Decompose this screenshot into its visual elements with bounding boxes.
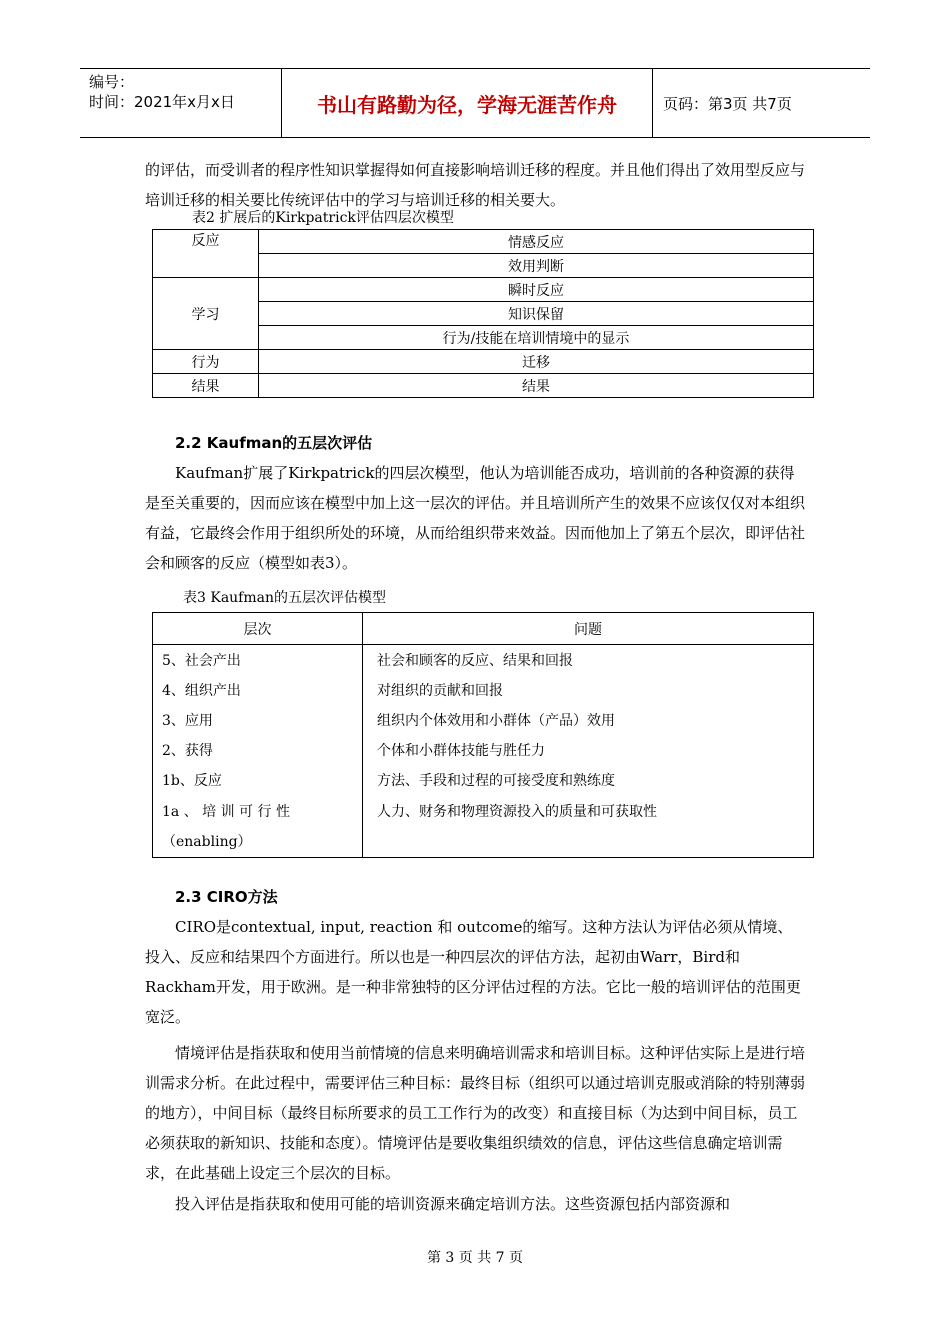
table-row	[153, 705, 814, 735]
kaufman-paragraph: Kaufman扩展了Kirkpatrick的四层次模型，他认为培训能否成功，培训前的各种资源的获得是至关重要的，因而应该在模型中加上这一层次的评估。并且培训所产生的效果不应该仅仅对本组织有益，它最终会作用于组织所处的环境，从而给组织带来效益。因而他加上了第五个层次，即评估社会和顾客的反应（模型如表3）。	[145, 464, 806, 572]
table-row	[153, 374, 814, 398]
header-meta	[80, 69, 282, 137]
header-motto: 书山有路勤为径，学海无涯苦作舟	[282, 69, 653, 137]
table3-question: 组织内个体效用和小群体（产品）效用	[363, 705, 814, 735]
table3-caption: 表3 Kaufman的五层次评估模型	[183, 590, 386, 606]
table-row	[153, 350, 814, 374]
table-header-row	[153, 613, 814, 645]
table3-question: 方法、手段和过程的可接受度和熟练度	[363, 765, 814, 795]
section-heading-ciro: 2.3 CIRO方法	[175, 888, 278, 906]
table3-level: 5、社会产出	[153, 645, 363, 676]
table-row	[153, 765, 814, 795]
table2-item: 知识保留	[259, 302, 814, 326]
table2-item: 迁移	[259, 350, 814, 374]
intro-paragraph: 的评估，而受训者的程序性知识掌握得如何直接影响培训迁移的程度。并且他们得出了效用型反应与培训迁移的相关要比传统评估中的学习与培训迁移的相关要大。	[145, 161, 806, 209]
table2-level: 反应	[153, 230, 259, 278]
table-row	[153, 230, 814, 254]
header-page-label: 页码：第3页 共7页	[663, 94, 792, 113]
ciro-paragraph-3: 投入评估是指获取和使用可能的培训资源来确定培训方法。这些资源包括内部资源和	[175, 1195, 731, 1213]
table-row	[153, 795, 814, 858]
ciro-paragraph-2: 情境评估是指获取和使用当前情境的信息来明确培训需求和培训目标。这种评估实际上是进行培训需求分析。在此过程中，需要评估三种目标：最终目标（组织可以通过培训克服或消除的特别薄弱的地方），中间目标（最终目标所要求的员工工作行为的改变）和直接目标（为达到中间目标，员工必须获取的新知识、技能和态度）。情境评估是要收集组织绩效的信息，评估这些信息确定培训需求，在此基础上设定三个层次的目标。	[145, 1044, 806, 1182]
table3	[152, 612, 814, 858]
table2	[152, 229, 814, 398]
table2-item: 效用判断	[259, 254, 814, 278]
ciro-paragraph-1: CIRO是contextual, input, reaction 和 outcome的缩写。这种方法认为评估必须从情境、投入、反应和结果四个方面进行。所以也是一种四层次的评估方法，起初由Warr，Bird和Rackham开发，用于欧洲。是一种非常独特的区分评估过程的方法。它比一般的培训评估的范围更宽泛。	[145, 918, 801, 1026]
table3-question: 对组织的贡献和回报	[363, 675, 814, 705]
table3-question: 社会和顾客的反应、结果和回报	[363, 645, 814, 676]
table3-level: 4、组织产出	[153, 675, 363, 705]
table2-level: 学习	[153, 278, 259, 350]
table-row	[153, 675, 814, 705]
table2-item: 行为/技能在培训情境中的显示	[259, 326, 814, 350]
table2-item: 瞬时反应	[259, 278, 814, 302]
table3-level: 3、应用	[153, 705, 363, 735]
table3-header: 层次	[153, 613, 363, 645]
table-row	[153, 735, 814, 765]
table2-level: 结果	[153, 374, 259, 398]
table3-level: 1b、反应	[153, 765, 363, 795]
table2-item: 结果	[259, 374, 814, 398]
table2-item: 情感反应	[259, 230, 814, 254]
table2-level: 行为	[153, 350, 259, 374]
table3-question: 人力、财务和物理资源投入的质量和可获取性	[363, 795, 814, 858]
table3-level: 2、获得	[153, 735, 363, 765]
section-heading-kaufman: 2.2 Kaufman的五层次评估	[175, 434, 373, 452]
page-footer: 第 3 页 共 7 页	[426, 1250, 524, 1266]
number-label: 编号：	[89, 73, 135, 91]
table3-level: 1a 、 培 训 可 行 性（enabling）	[153, 795, 363, 858]
table-row	[153, 278, 814, 302]
table3-question: 个体和小群体技能与胜任力	[363, 735, 814, 765]
table3-header: 问题	[363, 613, 814, 645]
page-header	[80, 68, 870, 138]
table2-caption: 表2 扩展后的Kirkpatrick评估四层次模型	[192, 210, 454, 226]
time-label: 时间：2021年x月x日	[89, 93, 235, 111]
table-row	[153, 645, 814, 676]
